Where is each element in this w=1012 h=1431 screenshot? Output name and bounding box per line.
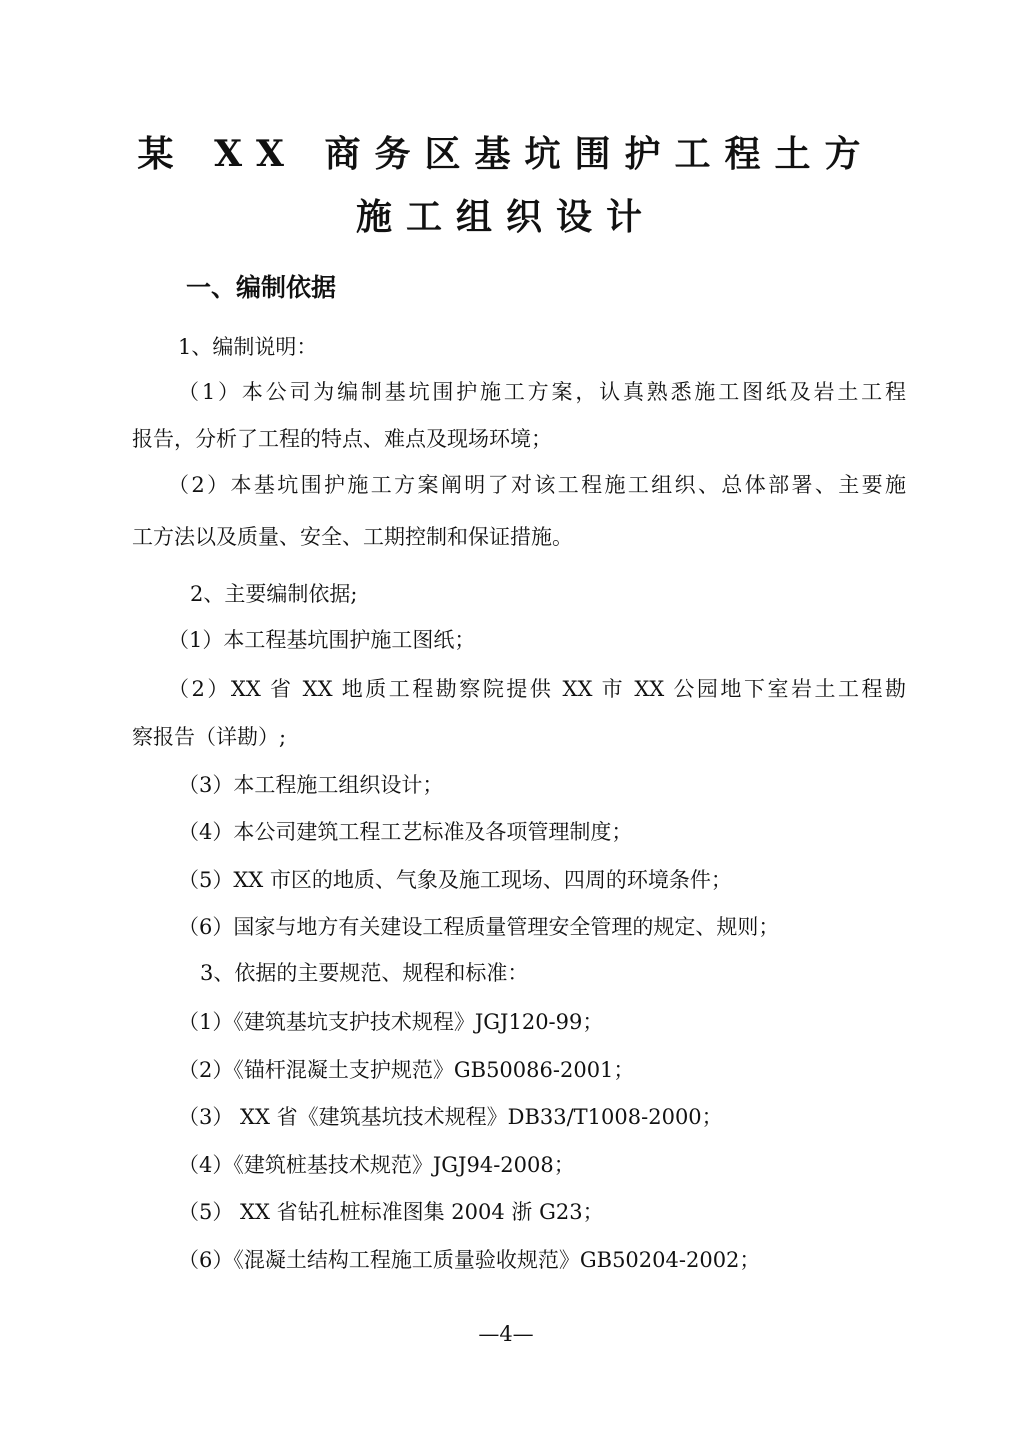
paragraph-1-line-1: （1）本公司为编制基坑围护施工方案，认真熟悉施工图纸及岩土工程 [178,380,906,404]
standard-item: （5） XX 省钻孔桩标准图集 2004 浙 G23； [178,1200,604,1224]
standard-item: （2）《锚杆混凝土支护规范》GB50086-2001； [178,1058,635,1082]
paragraph-2-line-1: （2）本基坑围护施工方案阐明了对该工程施工组织、总体部署、主要施 [168,473,906,497]
standard-item: （6）《混凝土结构工程施工质量验收规范》GB50204-2002； [178,1248,761,1272]
list-item: （5）XX 市区的地质、气象及施工现场、四周的环境条件； [178,868,732,892]
list-item: （2）XX 省 XX 地质工程勘察院提供 XX 市 XX 公园地下室岩土工程勘 [168,677,906,701]
list-item: （4）本公司建筑工程工艺标准及各项管理制度； [178,820,633,844]
list-item: （3）本工程施工组织设计； [178,773,444,797]
paragraph-1-line-2: 报告，分析了工程的特点、难点及现场环境； [132,427,552,451]
document-title-line-1: 某 XX 商务区基坑围护工程土方 [137,133,875,175]
list-item: （1）本工程基坑围护施工图纸； [168,628,476,652]
subsection-heading-1: 1、编制说明： [178,335,318,359]
paragraph-2-line-2: 工方法以及质量、安全、工期控制和保证措施。 [132,525,573,549]
list-item: （6）国家与地方有关建设工程质量管理安全管理的规定、规则； [178,915,780,939]
page-number: —4— [478,1322,534,1346]
subsection-heading-3: 3、依据的主要规范、规程和标准： [200,961,529,985]
list-item-continuation: 察报告（详勘）; [132,725,287,749]
standard-item: （4）《建筑桩基技术规范》JGJ94-2008； [178,1153,575,1177]
section-heading: 一、编制依据 [186,273,337,302]
standard-item: （3） XX 省《建筑基坑技术规程》DB33/T1008-2000； [178,1105,723,1129]
document-title-line-2: 施工组织设计 [355,196,656,238]
subsection-heading-2: 2、主要编制依据; [190,582,358,606]
standard-item: （1）《建筑基坑支护技术规程》JGJ120-99； [178,1010,604,1034]
